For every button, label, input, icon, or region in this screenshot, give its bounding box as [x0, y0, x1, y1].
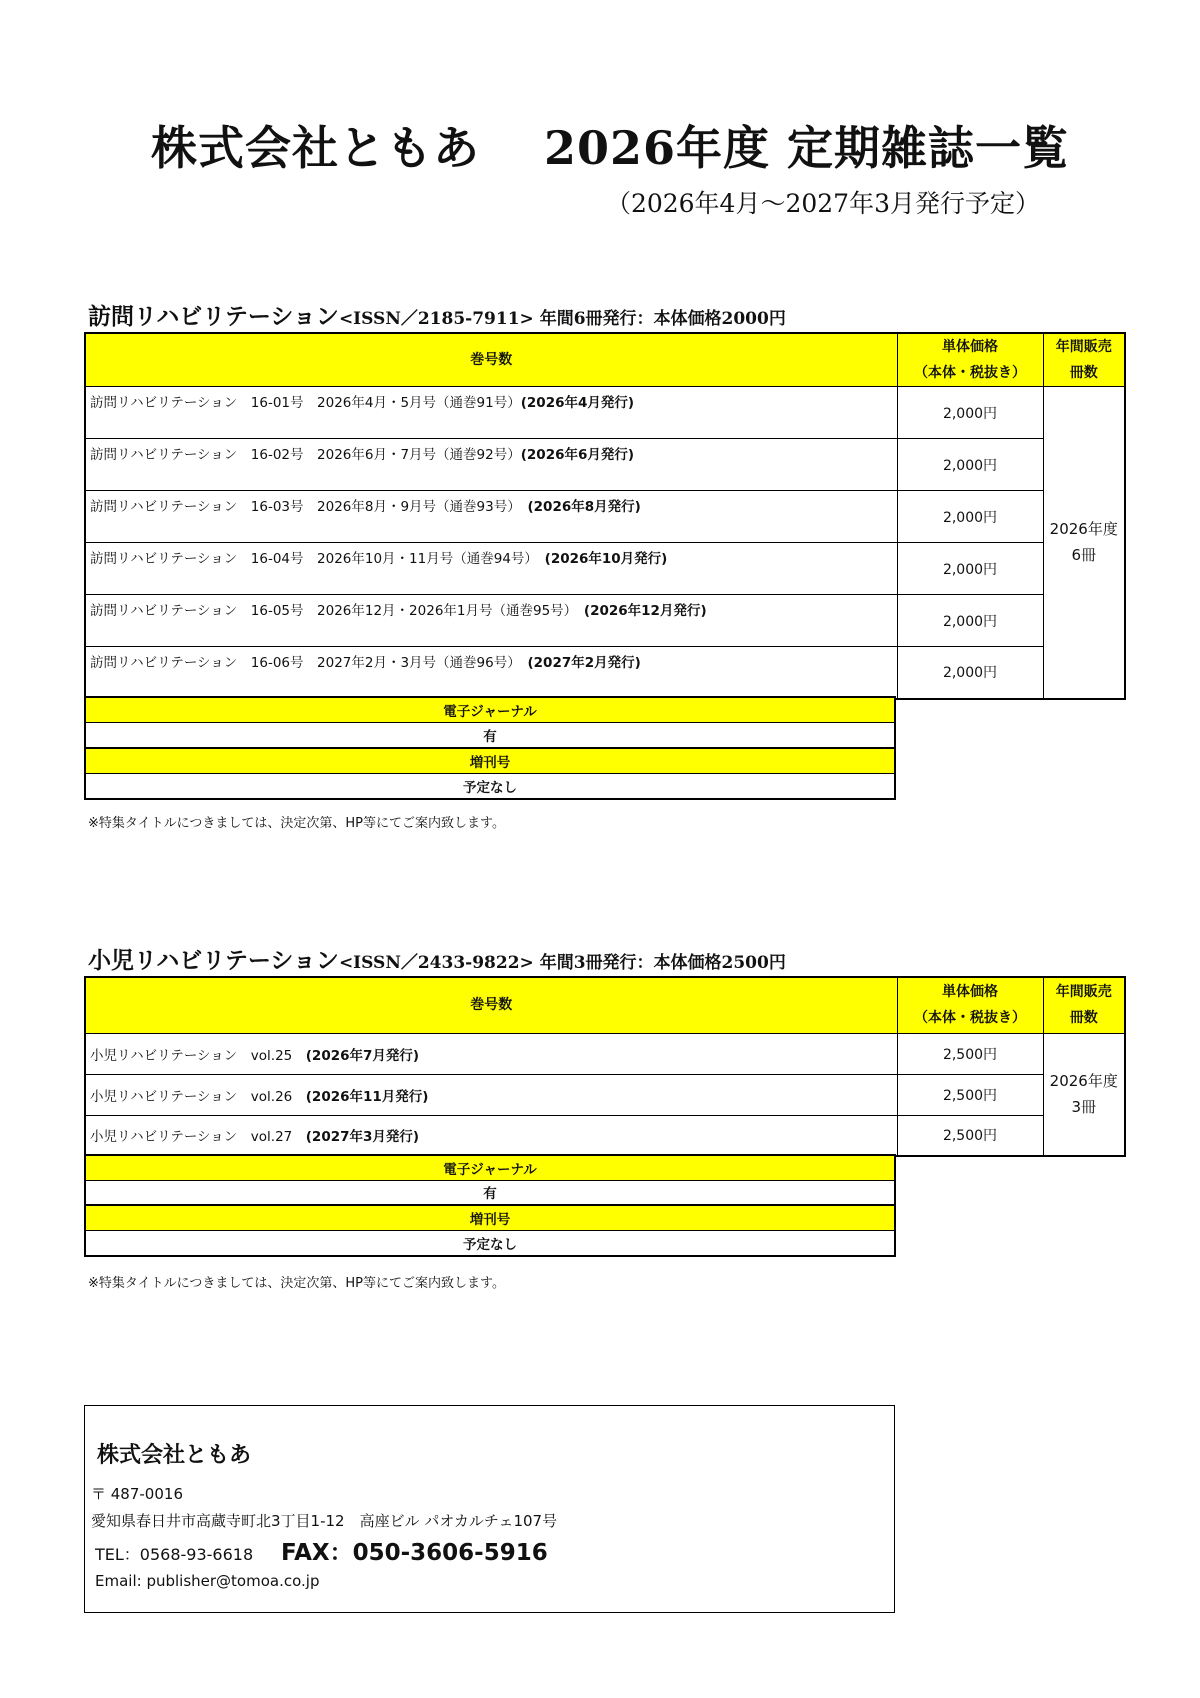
price-cell: 2,500円: [897, 1115, 1043, 1156]
issue-release: (2027年3月発行): [305, 1129, 420, 1146]
issue-cell: [85, 647, 897, 699]
price-cell: 2,000円: [897, 595, 1043, 647]
issue-cell: [85, 1115, 897, 1156]
issue-cell: [85, 543, 897, 595]
table-row: [85, 647, 1125, 699]
annual-count-cell: [1043, 387, 1125, 699]
contact-zip: 〒 487-0016: [91, 1485, 183, 1503]
table-row: [85, 595, 1125, 647]
price-cell: 2,000円: [897, 543, 1043, 595]
column-header-price: [897, 333, 1043, 387]
price-cell: 2,000円: [897, 647, 1043, 699]
issue-cell: [85, 1074, 897, 1115]
issue-text: 訪問リハビリテーション 16-04号 2026年10月・11月号（通巻94号）: [90, 551, 545, 567]
ejournal-label: 電子ジャーナル: [85, 1155, 895, 1180]
section-meta: <ISSN／2185-7911> 年間6冊発行：本体価格2000円: [338, 309, 786, 329]
price-cell: 2,500円: [897, 1074, 1043, 1115]
issue-cell: [85, 387, 897, 439]
issue-table-shouni: [84, 976, 1126, 1157]
annual-header-line1: 年間販売: [1055, 339, 1112, 355]
annual-count: 6冊: [1071, 546, 1097, 565]
table-row: [85, 543, 1125, 595]
extra-issue-label: 増刊号: [85, 748, 895, 773]
extras-table-shouni: [84, 1154, 896, 1257]
issue-release: (2026年8月発行): [527, 499, 641, 515]
section-heading-houmon: [88, 298, 786, 331]
annual-year: 2026年度: [1049, 520, 1118, 539]
column-header-issue: 巻号数: [85, 977, 897, 1033]
section-note: ※特集タイトルにつきましては、決定次第、HP等にてご案内致します。: [88, 816, 505, 831]
section-heading-shouni: [88, 942, 786, 975]
price-cell: 2,000円: [897, 387, 1043, 439]
column-header-price: [897, 977, 1043, 1033]
column-header-issue: 巻号数: [85, 333, 897, 387]
issue-release: (2026年4月発行): [520, 395, 635, 411]
issue-text: 訪問リハビリテーション 16-01号 2026年4月・5月号（通巻91号）: [90, 395, 521, 411]
issue-cell: [85, 595, 897, 647]
section-name: 訪問リハビリテーション: [88, 303, 339, 330]
table-row: [85, 439, 1125, 491]
issue-release: (2026年12月発行): [583, 603, 707, 619]
price-cell: 2,500円: [897, 1033, 1043, 1074]
issue-release: (2026年11月発行): [305, 1088, 429, 1105]
extra-issue-label: 増刊号: [85, 1205, 895, 1230]
issue-cell: [85, 491, 897, 543]
page-title: 株式会社ともあ 2026年度 定期雑誌一覧: [150, 121, 1070, 175]
price-header-line1: 単体価格: [942, 984, 998, 1001]
price-cell: 2,000円: [897, 439, 1043, 491]
issue-text: 小児リハビリテーション vol.25: [90, 1047, 306, 1064]
column-header-annual: [1043, 977, 1125, 1033]
contact-box: [84, 1405, 895, 1613]
issue-text: 小児リハビリテーション vol.27: [90, 1129, 306, 1146]
issue-release: (2026年10月発行): [544, 551, 668, 567]
ejournal-value: 有: [85, 1180, 895, 1205]
annual-header-line1: 年間販売: [1055, 984, 1112, 1001]
contact-fax: FAX：050-3606-5916: [281, 1540, 548, 1566]
table-row: [85, 1074, 1125, 1115]
contact-tel: TEL：0568-93-6618: [95, 1545, 254, 1564]
ejournal-value: 有: [85, 722, 895, 748]
issue-cell: [85, 439, 897, 491]
price-cell: 2,000円: [897, 491, 1043, 543]
annual-year: 2026年度: [1049, 1072, 1118, 1091]
table-row: [85, 387, 1125, 439]
table-row: [85, 1115, 1125, 1156]
issue-text: 訪問リハビリテーション 16-02号 2026年6月・7月号（通巻92号）: [90, 447, 521, 463]
issue-table-houmon: [84, 332, 1126, 700]
ejournal-label: 電子ジャーナル: [85, 697, 895, 722]
table-header-row: [85, 333, 1125, 387]
extra-issue-value: 予定なし: [85, 1230, 895, 1256]
price-header-line1: 単体価格: [942, 339, 998, 355]
section-name: 小児リハビリテーション: [88, 947, 339, 974]
issue-text: 訪問リハビリテーション 16-06号 2027年2月・3月号（通巻96号）: [90, 655, 528, 671]
annual-count: 3冊: [1071, 1098, 1097, 1117]
issue-cell: [85, 1033, 897, 1074]
contact-email: Email: publisher@tomoa.co.jp: [95, 1572, 320, 1590]
extra-issue-value: 予定なし: [85, 773, 895, 799]
table-row: [85, 491, 1125, 543]
column-header-annual: [1043, 333, 1125, 387]
issue-text: 訪問リハビリテーション 16-05号 2026年12月・2026年1月号（通巻95号）: [90, 603, 584, 619]
page-subtitle: （2026年4月～2027年3月発行予定）: [605, 189, 1040, 218]
issue-release: (2026年6月発行): [520, 447, 635, 463]
extras-table-houmon: [84, 696, 896, 800]
price-header-line2: （本体・税抜き）: [914, 365, 1026, 381]
contact-address: 愛知県春日井市高蔵寺町北3丁目1-12 高座ビル パオカルチェ107号: [91, 1512, 558, 1530]
contact-company: 株式会社ともあ: [97, 1443, 252, 1468]
section-note: ※特集タイトルにつきましては、決定次第、HP等にてご案内致します。: [88, 1276, 505, 1291]
issue-text: 訪問リハビリテーション 16-03号 2026年8月・9月号（通巻93号）: [90, 499, 528, 515]
issue-release: (2026年7月発行): [305, 1047, 420, 1064]
table-row: [85, 1033, 1125, 1074]
table-header-row: [85, 977, 1125, 1033]
issue-text: 小児リハビリテーション vol.26: [90, 1088, 306, 1105]
annual-header-line2: 冊数: [1069, 365, 1098, 381]
annual-count-cell: [1043, 1033, 1125, 1156]
annual-header-line2: 冊数: [1069, 1010, 1098, 1027]
section-meta: <ISSN／2433-9822> 年間3冊発行：本体価格2500円: [338, 953, 786, 973]
issue-release: (2027年2月発行): [527, 655, 641, 671]
price-header-line2: （本体・税抜き）: [914, 1010, 1026, 1027]
